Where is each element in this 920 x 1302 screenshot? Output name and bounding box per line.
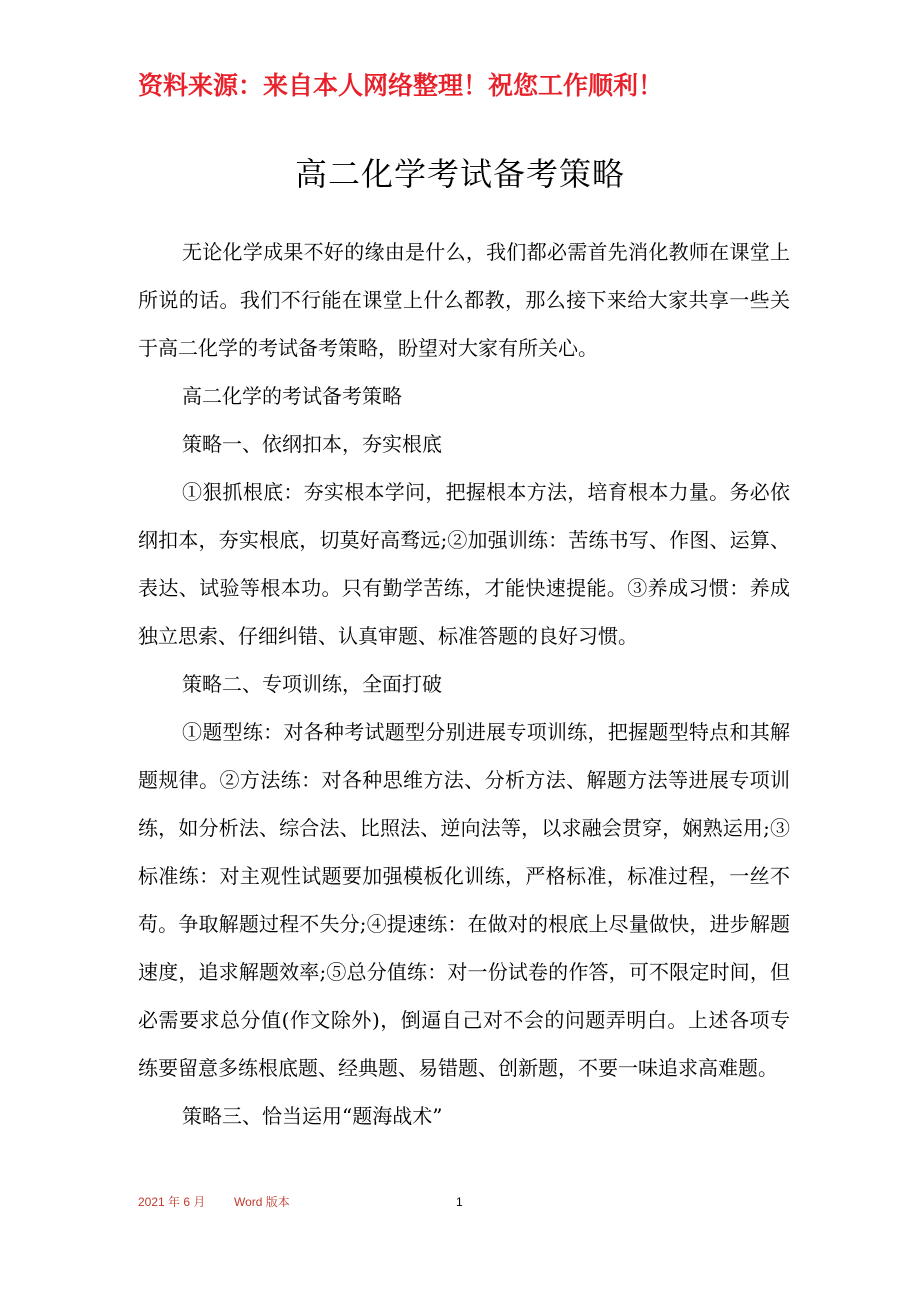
strategy-three-heading: 策略三、恰当运用“题海战术”: [182, 1104, 443, 1128]
intro-paragraph: 无论化学成果不好的缘由是什么，我们都必需首先消化教师在课堂上所说的话。我们不行能在课堂上什么都教，那么接下来给大家共享一些关于高二化学的考试备考策略，盼望对大家有所关心。: [138, 240, 790, 360]
strategy-one-heading: 策略一、依纲扣本，夯实根底: [182, 432, 442, 456]
strategy-two-paragraph: ①题型练：对各种考试题型分别进展专项训练，把握题型特点和其解题规律。②方法练：对各种思维方法、分析方法、解题方法等进展专项训练，如分析法、综合法、比照法、逆向法等，以求融会贯穿，娴熟运用;③标准练：对主观性试题要加强模板化训练，严格标准，标准过程，一丝不苟。争取解题过程不失分;④提速练：在做对的根底上尽量做快，进步解题速度，追求解题效率;⑤总分值练：对一份试卷的作答，可不限定时间，但必需要求总分值(作文除外)，倒逼自己对不会的问题弄明白。上述各项专练要留意多练根底题、经典题、易错题、创新题，不要一味追求高难题。: [138, 720, 790, 1080]
section-heading: 高二化学的考试备考策略: [182, 384, 402, 408]
footer-version: Word 版本: [234, 1195, 290, 1209]
footer-date: 2021 年 6 月: [138, 1195, 206, 1209]
document-title: 高二化学考试备考策略: [294, 155, 625, 193]
page-number: 1: [456, 1195, 463, 1209]
strategy-one-paragraph: ①狠抓根底：夯实根本学问，把握根本方法，培育根本力量。务必依纲扣本，夯实根底，切莫好高骛远;②加强训练：苦练书写、作图、运算、表达、试验等根本功。只有勤学苦练，才能快速提能。③养成习惯：养成独立思索、仔细纠错、认真审题、标准答题的良好习惯。: [138, 480, 790, 648]
document-body: [138, 228, 790, 1140]
page-footer: [138, 1192, 798, 1212]
strategy-two-heading: 策略二、专项训练，全面打破: [182, 672, 442, 696]
source-notice: 资料来源：来自本人网络整理！祝您工作顺利！: [138, 71, 664, 100]
